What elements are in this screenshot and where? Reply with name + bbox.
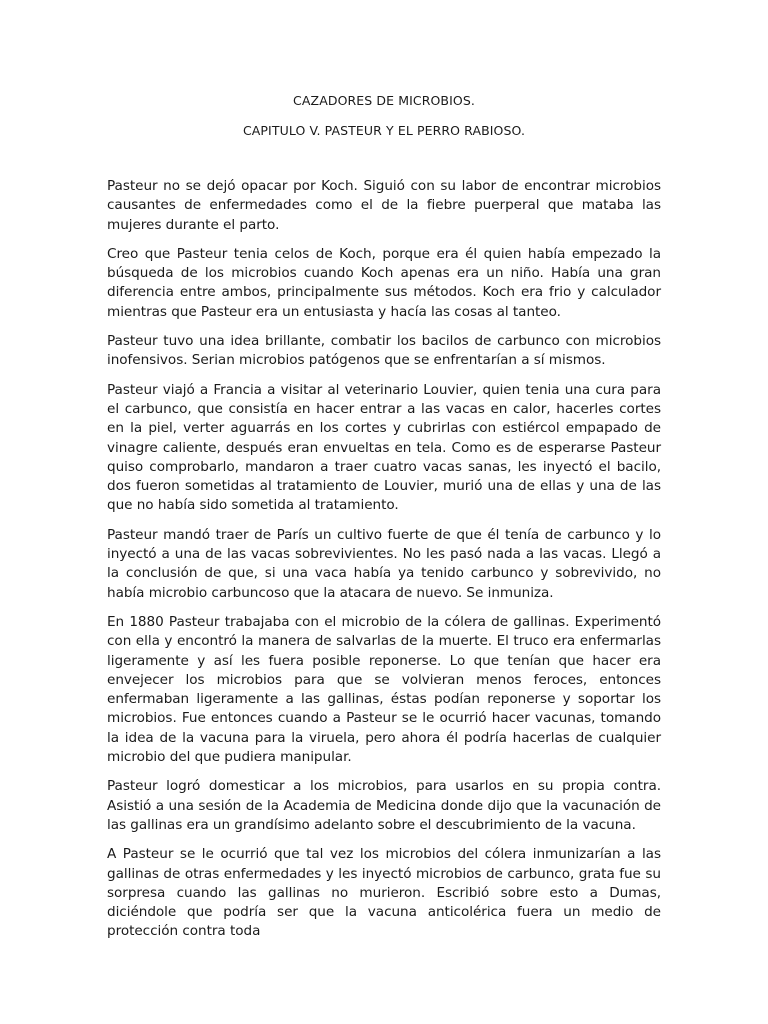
- paragraph-5: Pasteur mandó traer de París un cultivo fuerte de que él tenía de carbunco y lo inyectó a una de las vacas sobrevivientes. No les pasó nada a las vacas. Llegó a la conclusión de que, si una vaca había ya tenido carbunco y sobrevivido, no había microbio carbuncoso que la atacara de nuevo. Se inmuniza.: [107, 526, 661, 601]
- paragraph-8: A Pasteur se le ocurrió que tal vez los microbios del cólera inmunizarían a las gallinas de otras enfermedades y les inyectó microbios de carbunco, grata fue su sorpresa cuando las gallinas no murieron. Escribió sobre esto a Dumas, diciéndole que podría ser que la vacuna anticolérica fuera un medio de protección contra toda: [107, 846, 661, 940]
- chapter-heading: CAPITULO V. PASTEUR Y EL PERRO RABIOSO.: [242, 123, 526, 138]
- paragraph-7: Pasteur logró domesticar a los microbios, para usarlos en su propia contra. Asistió a una sesión de la Academia de Medicina donde dijo que la vacunación de las gallinas era un grandísimo adelanto sobre el descubrimiento de la vacuna.: [107, 778, 661, 833]
- paragraph-6: En 1880 Pasteur trabajaba con el microbio de la cólera de gallinas. Experimentó con ella y encontró la manera de salvarlas de la muerte. El truco era enfermarlas ligeramente y así les fuera posible reponerse. Lo que tenían que hacer era envejecer los microbios para que se volvieran menos feroces, entonces enfermaban ligeramente a las gallinas, éstas podían reponerse y soportar los microbios. Fue entonces cuando a Pasteur se le ocurrió hacer vacunas, tomando la idea de la vacuna para la viruela, pero ahora él podría hacerlas de cualquier microbio del que pudiera manipular.: [107, 613, 661, 766]
- document-body: [107, 177, 661, 952]
- paragraph-3: Pasteur tuvo una idea brillante, combatir los bacilos de carbunco con microbios inofensivos. Serian microbios patógenos que se enfrentarían a sí mismos.: [107, 333, 661, 369]
- paragraph-4: Pasteur viajó a Francia a visitar al veterinario Louvier, quien tenia una cura para el carbunco, que consistía en hacer entrar a las vacas en calor, hacerles cortes en la piel, verter aguarrás en los cortes y cubrirlas con estiércol empapado de vinagre caliente, después eran envueltas en tela. Como es de esperarse Pasteur quiso comprobarlo, mandaron a traer cuatro vacas sanas, les inyectó el bacilo, dos fueron sometidas al tratamiento de Louvier, murió una de ellas y una de las que no había sido sometida al tratamiento.: [107, 381, 661, 514]
- paragraph-2: Creo que Pasteur tenia celos de Koch, porque era él quien había empezado la búsqueda de los microbios cuando Koch apenas era un niño. Había una gran diferencia entre ambos, principalmente sus métodos. Koch era frio y calculador mientras que Pasteur era un entusiasta y hacía las cosas al tanteo.: [107, 245, 661, 320]
- paragraph-1: Pasteur no se dejó opacar por Koch. Siguió con su labor de encontrar microbios causantes de enfermedades como el de la fiebre puerperal que mataba las mujeres durante el parto.: [107, 178, 661, 233]
- document-title: CAZADORES DE MICROBIOS.: [293, 93, 475, 108]
